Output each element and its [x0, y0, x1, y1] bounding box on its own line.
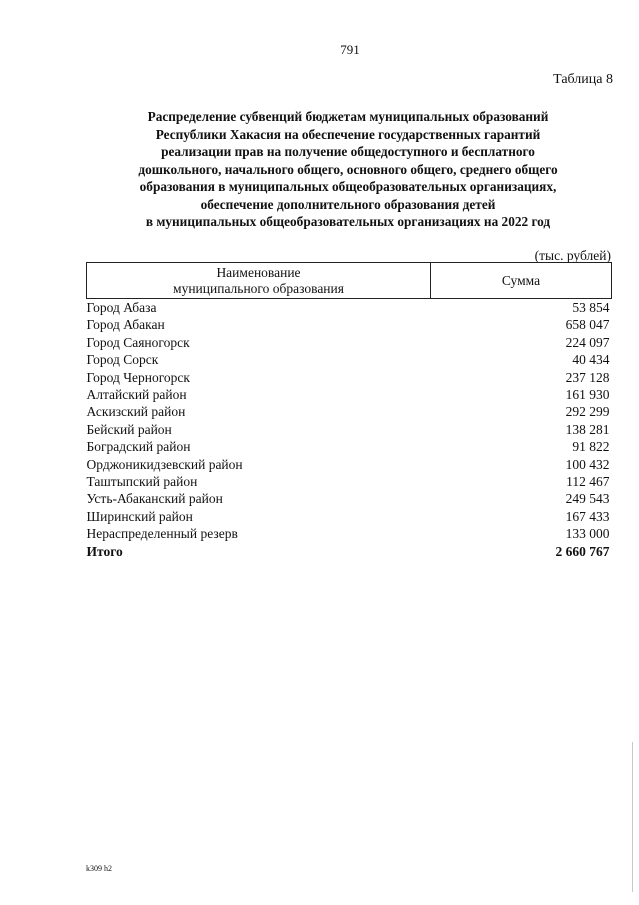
- header-amount: Сумма: [431, 263, 612, 299]
- row-amount: 249 543: [565, 491, 610, 507]
- row-name: Город Сорск: [86, 352, 159, 368]
- table-row: [87, 525, 612, 542]
- title-line: в муниципальных общеобразовательных организациях на 2022 год: [145, 214, 551, 229]
- row-amount: 40 434: [572, 352, 610, 368]
- title-line: Республики Хакасия на обеспечение государственных гарантий: [155, 126, 541, 142]
- row-name: Боградский район: [86, 439, 191, 455]
- table-row: [87, 403, 612, 420]
- table-row: [87, 351, 612, 368]
- header-name-line1: Наименование: [216, 264, 301, 280]
- row-amount: 292 299: [565, 404, 610, 420]
- total-label: Итого: [86, 543, 123, 559]
- row-name: Город Черногорск: [86, 369, 190, 385]
- table-row: [87, 508, 612, 525]
- total-amount: 2 660 767: [555, 543, 610, 559]
- row-name: Аскизский район: [86, 404, 186, 420]
- row-name: Алтайский район: [86, 387, 187, 403]
- table-row: [87, 456, 612, 473]
- table-row: [87, 316, 612, 333]
- page-number: 791: [340, 42, 360, 57]
- total-row: [87, 543, 612, 560]
- row-name: Бейский район: [86, 421, 172, 437]
- row-name: Город Абакан: [86, 317, 165, 333]
- header-name-line2: муниципального образования: [173, 280, 344, 296]
- footer-code: k309 h2: [86, 864, 112, 873]
- row-amount: 167 433: [565, 508, 610, 524]
- table-header-row: [87, 263, 612, 299]
- table-row: [87, 438, 612, 455]
- row-name: Таштыпский район: [86, 474, 198, 490]
- title-line: дошкольного, начального общего, основного общего, среднего общего: [138, 161, 558, 177]
- row-amount: 91 822: [572, 439, 610, 455]
- title-line: Распределение субвенций бюджетам муниципальных образований: [147, 109, 549, 124]
- row-name: Усть-Абаканский район: [86, 491, 223, 507]
- row-amount: 237 128: [565, 369, 610, 385]
- title-line: образования в муниципальных общеобразовательных организациях,: [139, 179, 557, 194]
- row-name: Ширинский район: [86, 508, 193, 524]
- row-name: Орджоникидзевский район: [86, 456, 243, 472]
- row-amount: 224 097: [565, 334, 610, 350]
- scan-edge-line: [632, 742, 633, 892]
- units-note: (тыс. рублей): [534, 248, 611, 263]
- subvention-table: [86, 262, 612, 560]
- title-line: обеспечение дополнительного образования детей: [200, 196, 496, 212]
- table-row: [87, 369, 612, 386]
- row-amount: 112 467: [566, 474, 610, 490]
- table-row: [87, 334, 612, 351]
- table-row: [87, 421, 612, 438]
- row-name: Город Абаза: [86, 300, 157, 315]
- row-amount: 161 930: [565, 387, 610, 403]
- table-label: Таблица 8: [553, 72, 613, 87]
- row-amount: 133 000: [565, 526, 610, 542]
- row-amount: 138 281: [565, 421, 610, 437]
- table-row: [87, 299, 612, 317]
- title-line: реализации прав на получение общедоступного и бесплатного: [161, 144, 535, 159]
- row-name: Город Саяногорск: [86, 334, 190, 350]
- table-row: [87, 473, 612, 490]
- row-amount: 53 854: [572, 300, 610, 315]
- row-amount: 100 432: [565, 456, 610, 472]
- table-row: [87, 490, 612, 507]
- document-title: [78, 108, 618, 231]
- row-name: Нераспределенный резерв: [86, 526, 238, 542]
- table-row: [87, 386, 612, 403]
- header-name: [87, 263, 431, 299]
- row-amount: 658 047: [565, 317, 610, 333]
